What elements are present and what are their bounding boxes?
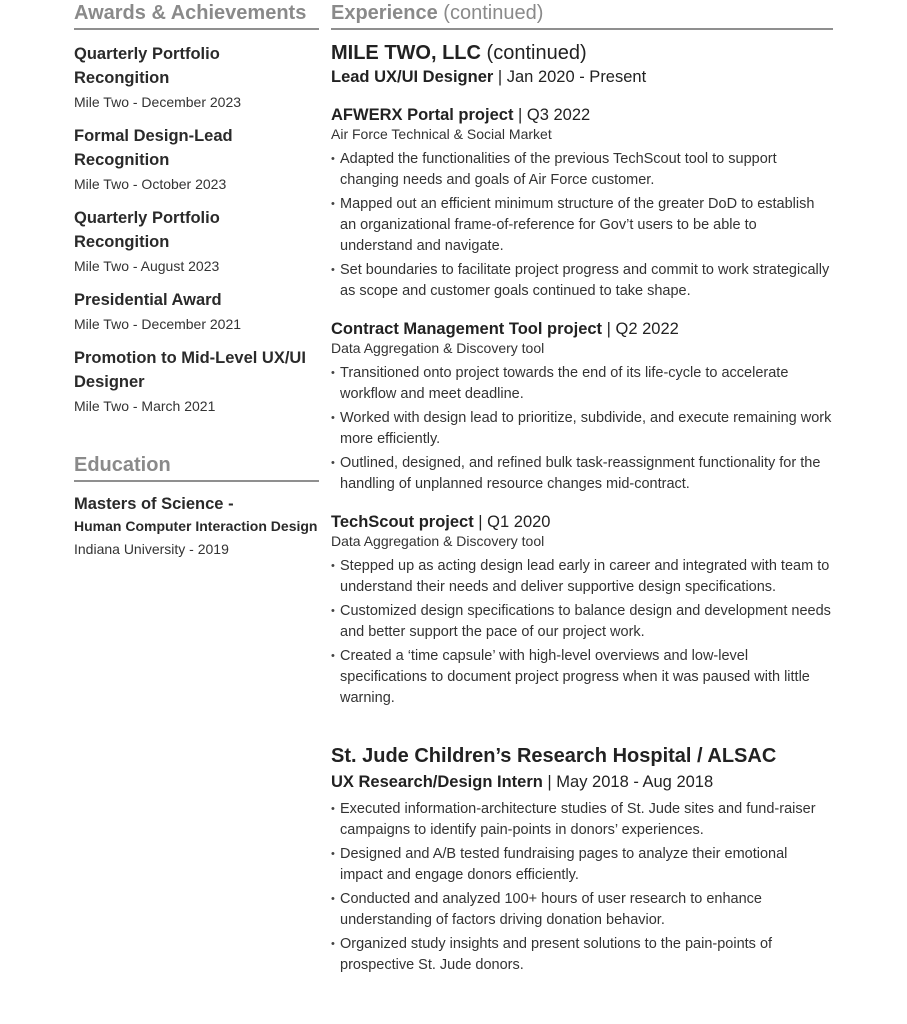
bullet-item: • Created a ‘time capsule’ with high-level overviews and low-level specifications to document project progress when it was paused with little warning.: [331, 646, 833, 709]
project-block: [331, 104, 833, 302]
bullet-list: [331, 556, 833, 709]
experience-heading: [331, 0, 833, 30]
bullet-item: • Mapped out an efficient minimum structure of the greater DoD to establish an organizational frame-of-reference for Gov’t users to be able to understand and navigate.: [331, 194, 833, 257]
job-role: [331, 66, 833, 88]
experience-heading-title: Experience: [331, 2, 438, 24]
award-title: Formal Design-Lead Recognition: [74, 127, 233, 169]
project-block: [331, 511, 833, 709]
bullet-item: • Outlined, designed, and refined bulk task-reassignment functionality for the handling of unplanned resource changes mid-contract.: [331, 453, 833, 495]
education-heading: Education: [74, 452, 319, 482]
award-item: [74, 346, 319, 416]
project-name: AFWERX Portal project: [331, 106, 514, 124]
bullet-item: • Set boundaries to facilitate project progress and commit to work strategically as scope and customer goals continued to take shape.: [331, 260, 833, 302]
bullet-item: • Stepped up as acting design lead early in career and integrated with team to understand their needs and deliver supportive design specifications.: [331, 556, 833, 598]
company-title: MILE TWO, LLC: [331, 42, 481, 64]
award-subtitle: Mile Two - October 2023: [74, 176, 227, 192]
award-item: [74, 288, 319, 334]
project-title: [331, 104, 833, 126]
bullet-item: • Adapted the functionalities of the previous TechScout tool to support changing needs and goals of Air Force customer.: [331, 149, 833, 191]
role-dates: | Jan 2020 - Present: [493, 68, 647, 86]
company-suffix: (continued): [480, 42, 587, 64]
bullet-list: [331, 363, 833, 495]
award-title: Promotion to Mid-Level UX/UI Designer: [74, 349, 306, 391]
left-column: [74, 0, 319, 559]
award-item: [74, 124, 319, 194]
bullet-item: • Designed and A/B tested fundraising pages to analyze their emotional impact and engage donors efficiently.: [331, 844, 833, 886]
role-title: UX Research/Design Intern: [331, 773, 543, 791]
bullet-list: [331, 149, 833, 302]
project-period: | Q1 2020: [473, 513, 551, 531]
project-subtitle: Data Aggregation & Discovery tool: [331, 340, 545, 356]
role-title: Lead UX/UI Designer: [331, 68, 494, 86]
project-subtitle: Air Force Technical & Social Market: [331, 126, 552, 142]
project-period: | Q3 2022: [513, 106, 591, 124]
job-role: [331, 771, 833, 793]
bullet-item: • Organized study insights and present solutions to the pain-points of prospective St. Jude donors.: [331, 934, 833, 976]
right-column: [331, 0, 833, 979]
bullet-item: • Transitioned onto project towards the end of its life-cycle to accelerate workflow and meet deadline.: [331, 363, 833, 405]
education-degree: Masters of Science -: [74, 495, 234, 513]
award-item: [74, 206, 319, 276]
bullet-list: [331, 799, 833, 976]
education-field: Human Computer Interaction Design: [74, 518, 318, 534]
company-title: St. Jude Children’s Research Hospital / ALSAC: [331, 745, 777, 767]
award-title: Presidential Award: [74, 291, 222, 309]
bullet-item: • Executed information-architecture studies of St. Jude sites and fund-raiser campaigns to identify pain-points in donors’ experiences.: [331, 799, 833, 841]
award-item: [74, 42, 319, 112]
awards-heading: Awards & Achievements: [74, 0, 319, 30]
company-name: [331, 743, 833, 769]
project-name: TechScout project: [331, 513, 474, 531]
award-subtitle: Mile Two - December 2023: [74, 94, 242, 110]
company-name: [331, 40, 833, 66]
award-subtitle: Mile Two - December 2021: [74, 316, 242, 332]
project-name: Contract Management Tool project: [331, 320, 603, 338]
experience-heading-suffix: (continued): [443, 2, 544, 24]
education-school: Indiana University - 2019: [74, 541, 229, 557]
award-title: Quarterly Portfolio Recongition: [74, 45, 220, 87]
award-subtitle: Mile Two - March 2021: [74, 398, 216, 414]
project-title: [331, 511, 833, 533]
role-dates: | May 2018 - Aug 2018: [542, 773, 714, 791]
bullet-item: • Worked with design lead to prioritize, subdivide, and execute remaining work more efficiently.: [331, 408, 833, 450]
project-subtitle: Data Aggregation & Discovery tool: [331, 533, 545, 549]
award-title: Quarterly Portfolio Recongition: [74, 209, 220, 251]
bullet-item: • Customized design specifications to balance design and development needs and better support the pace of our project work.: [331, 601, 833, 643]
job-block: [331, 743, 833, 976]
project-title: [331, 318, 833, 340]
bullet-item: • Conducted and analyzed 100+ hours of user research to enhance understanding of factors driving donation behavior.: [331, 889, 833, 931]
project-block: [331, 318, 833, 495]
award-subtitle: Mile Two - August 2023: [74, 258, 220, 274]
project-period: | Q2 2022: [602, 320, 679, 338]
